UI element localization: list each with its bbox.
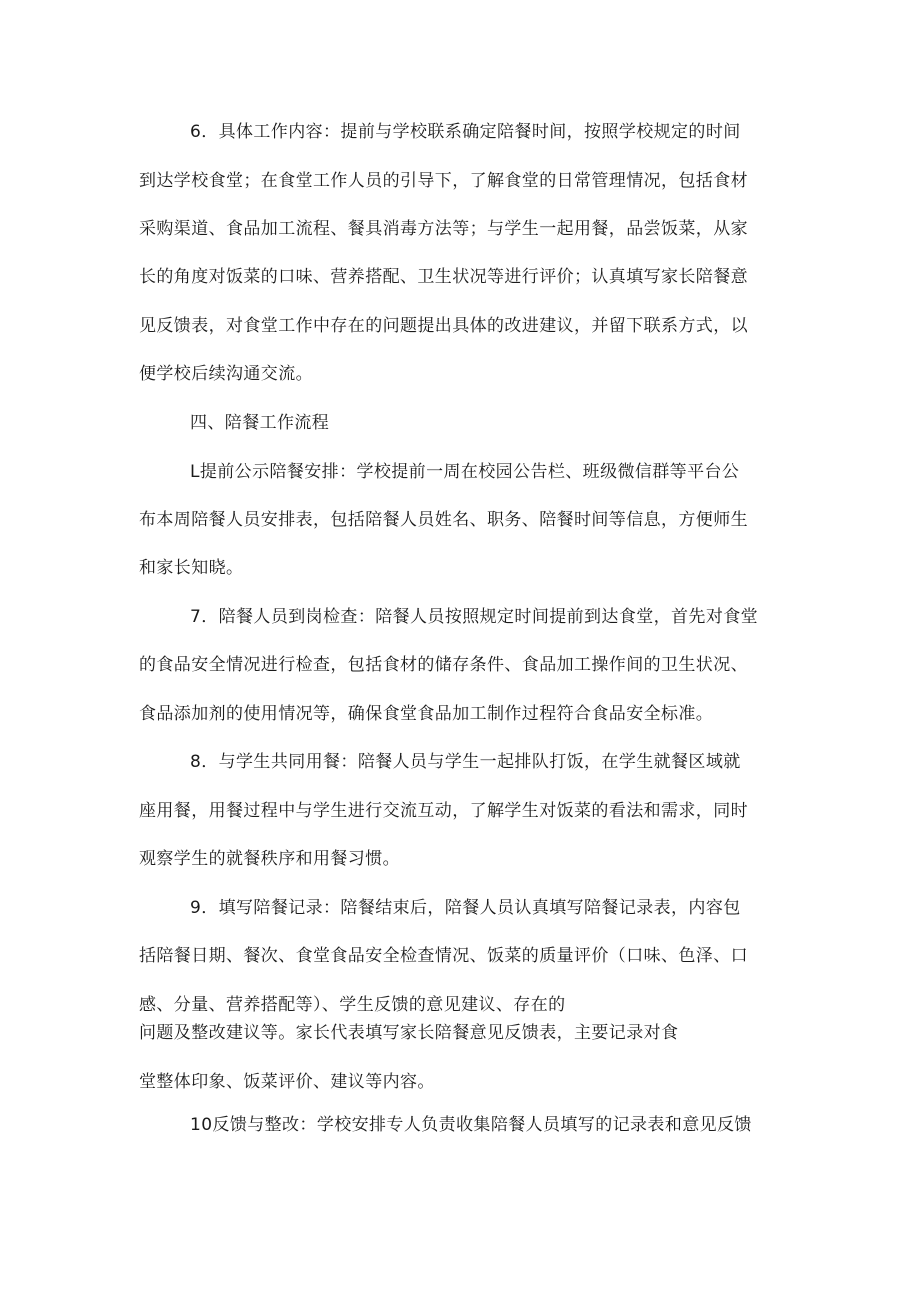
paragraph-10-line-1: 10反馈与整改：学校安排专人负责收集陪餐人员填写的记录表和意见反馈 [190, 1115, 752, 1135]
paragraph-9-line-3: 感、分量、营养搭配等）、学生反馈的意见建议、存在的 [139, 995, 566, 1015]
paragraph-6-line-2: 到达学校食堂；在食堂工作人员的引导下，了解食堂的日常管理情况，包括食材 [139, 171, 748, 191]
paragraph-8-line-1: 8．与学生共同用餐：陪餐人员与学生一起排队打饭，在学生就餐区域就 [190, 752, 741, 772]
paragraph-8-line-2: 座用餐，用餐过程中与学生进行交流互动，了解学生对饭菜的看法和需求，同时 [139, 801, 748, 821]
paragraph-6-line-5: 见反馈表，对食堂工作中存在的问题提出具体的改进建议，并留下联系方式，以 [139, 316, 748, 336]
paragraph-9-line-5: 堂整体印象、饭菜评价、建议等内容。 [139, 1072, 435, 1092]
paragraph-7-line-3: 食品添加剂的使用情况等，确保食堂食品加工制作过程符合食品安全标准。 [139, 704, 714, 724]
paragraph-1-line-1: L提前公示陪餐安排：学校提前一周在校园公告栏、班级微信群等平台公 [190, 462, 740, 482]
paragraph-6-line-3: 采购渠道、食品加工流程、餐具消毒方法等；与学生一起用餐，品尝饭菜，从家 [139, 219, 748, 239]
paragraph-7-line-2: 的食品安全情况进行检查，包括食材的储存条件、食品加工操作间的卫生状况、 [139, 655, 748, 675]
paragraph-9-line-2: 括陪餐日期、餐次、食堂食品安全检查情况、饭菜的质量评价（口味、色泽、口 [139, 946, 748, 966]
paragraph-1-line-3: 和家长知晓。 [139, 558, 244, 578]
paragraph-1-line-2: 布本周陪餐人员安排表，包括陪餐人员姓名、职务、陪餐时间等信息，方便师生 [139, 510, 748, 530]
paragraph-6-line-1: 6．具体工作内容：提前与学校联系确定陪餐时间，按照学校规定的时间 [190, 122, 741, 142]
paragraph-9-line-4: 问题及整改建议等。家长代表填写家长陪餐意见反馈表，主要记录对食 [139, 1023, 679, 1043]
paragraph-8-line-3: 观察学生的就餐秩序和用餐习惯。 [139, 849, 400, 869]
paragraph-6-line-6: 便学校后续沟通交流。 [139, 364, 313, 384]
paragraph-7-line-1: 7．陪餐人员到岗检查：陪餐人员按照规定时间提前到达食堂，首先对食堂 [190, 607, 759, 627]
section-heading: 四、陪餐工作流程 [190, 413, 330, 433]
paragraph-6-line-4: 长的角度对饭菜的口味、营养搭配、卫生状况等进行评价；认真填写家长陪餐意 [139, 267, 748, 287]
paragraph-9-line-1: 9．填写陪餐记录：陪餐结束后，陪餐人员认真填写陪餐记录表，内容包 [190, 898, 741, 918]
